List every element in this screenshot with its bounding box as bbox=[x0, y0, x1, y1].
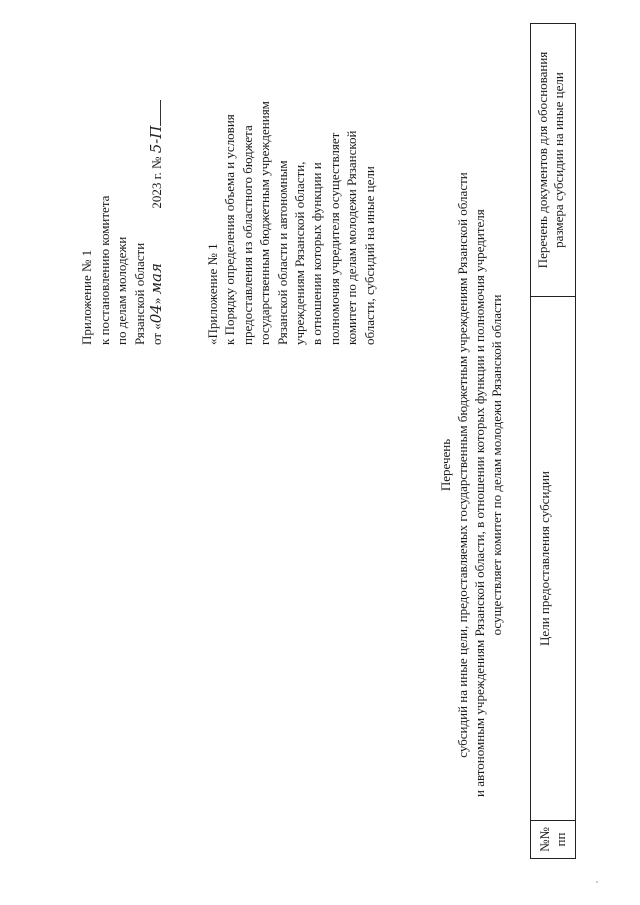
title-line: осуществляет комитет по делам молодежи Рязанской области bbox=[489, 294, 504, 636]
header-text: №№ bbox=[537, 827, 552, 852]
approval-line: к постановлению комитета bbox=[96, 195, 112, 345]
appendix-line: учреждениям Рязанской области, bbox=[292, 161, 308, 345]
handwritten-number: 5-П bbox=[147, 125, 165, 154]
scan-artifact bbox=[596, 881, 598, 883]
appendix-block bbox=[204, 45, 378, 345]
date-year: 2023 г. № bbox=[149, 156, 164, 209]
title-heading: Перечень bbox=[438, 438, 453, 492]
table-header-row bbox=[530, 23, 576, 859]
number-underline bbox=[148, 100, 161, 126]
header-cell-number bbox=[531, 820, 575, 858]
handwritten-month: мая bbox=[147, 263, 165, 295]
header-text: пп bbox=[553, 832, 568, 847]
approval-line: по делам молодежи bbox=[114, 236, 129, 345]
approval-line: Приложение № 1 bbox=[79, 249, 94, 345]
document-title bbox=[437, 65, 505, 865]
title-line: и автономным учреждениям Рязанской области, в отношении которых функции и полномочия учредителя bbox=[472, 209, 487, 797]
title-line: субсидий на иные цели, предоставляемых государственным бюджетным учреждениям Рязанской области bbox=[455, 172, 470, 758]
header-cell-purposes bbox=[531, 296, 575, 820]
header-text: Перечень документов для обоснования bbox=[535, 51, 550, 269]
appendix-line: государственным бюджетным учреждениям bbox=[257, 101, 273, 345]
appendix-line: «Приложение № 1 bbox=[205, 243, 220, 345]
date-quote: » bbox=[149, 297, 164, 305]
appendix-line: области, субсидий на иные цели bbox=[361, 166, 377, 345]
approval-line: Рязанской области bbox=[131, 242, 147, 345]
approval-date-line bbox=[148, 45, 166, 345]
appendix-line: комитет по делам молодежи Рязанской bbox=[344, 130, 360, 345]
header-text: Цели предоставления субсидии bbox=[537, 471, 552, 646]
appendix-line: предоставления из областного бюджета bbox=[239, 125, 255, 345]
approval-block bbox=[78, 45, 166, 345]
header-cell-documents bbox=[531, 24, 575, 296]
appendix-line: Рязанской области и автономным bbox=[274, 160, 290, 345]
appendix-line: к Порядку определения объема и условия bbox=[222, 114, 238, 345]
header-text: размера субсидии на иные цели bbox=[551, 72, 566, 248]
date-prefix: от « bbox=[149, 323, 164, 345]
handwritten-day: 04 bbox=[147, 304, 165, 324]
appendix-line: в отношении которых функции и bbox=[309, 162, 325, 345]
appendix-line: полномочия учредителя осуществляет bbox=[326, 132, 342, 345]
